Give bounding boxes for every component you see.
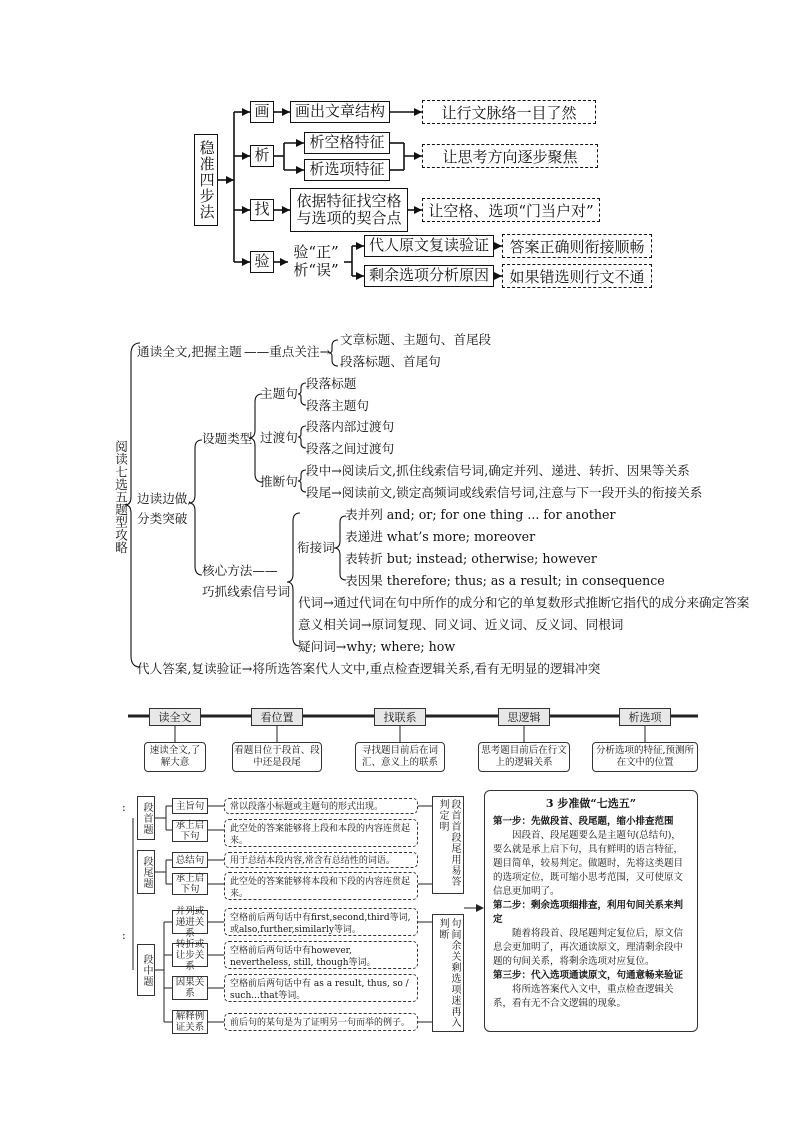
d1-hua-action: [290, 101, 390, 123]
d1-yan-result-a-text: 答案正确则衔接顺畅: [509, 237, 645, 256]
d2-infer-item2: 段尾→阅读前文,锁定高频词或线索信号词,注意与下一段开头的衔接关系: [306, 485, 703, 500]
d3-mid-label: 段中题: [141, 953, 152, 987]
d3-head-r2-label-box: [172, 820, 208, 842]
d3-tab-1-label: 看位置: [260, 711, 294, 724]
d3-desc-2-text: 寻找题目前后在词汇、意义上的联系: [361, 745, 438, 768]
d3-side1-text: 段首首段尾用易答判定明: [437, 799, 460, 887]
d3-desc-1: [232, 742, 322, 772]
d3-tab-1: [251, 708, 303, 726]
d1-step-yan: [250, 251, 274, 273]
d3-panel-s3-head: 第三步：代入选项通读原文，句通意畅来验证: [493, 970, 684, 981]
d2-b2-label-2: 分类突破: [137, 511, 188, 526]
d2-conj-item4: 表因果 therefore; thus; as a result; in consequence: [345, 573, 665, 588]
d3-side1-box: [432, 796, 464, 894]
d3-head-r2-desc: [224, 819, 418, 847]
d3-mid-r4-label: 解释例证关系: [175, 1011, 205, 1033]
d3-mid-label-box: [137, 944, 155, 996]
d3-head-r1-desc: [224, 798, 418, 814]
d3-mid-r1-label: 并列或递进关系: [175, 905, 205, 939]
d3-mid-r2-label: 转折或让步关系: [175, 938, 205, 972]
d2-conj-label: 衔接词: [297, 540, 335, 555]
d2-pronoun: 代词→通过代词在句中所作的成分和它的单复数形式推断它指代的成分来确定答案: [298, 595, 750, 610]
d1-zhao-action: [290, 188, 408, 232]
d3-head-r1-label: 主旨句: [175, 800, 205, 812]
d1-step-zhao: [250, 199, 274, 221]
d1-yan-sub-line2: 析“误”: [293, 261, 339, 279]
d3-mid-r3-label-box: [172, 976, 208, 1000]
d3-tab-2-label: 找联系: [383, 711, 417, 724]
d3-tab-0-label: 读全文: [158, 711, 192, 724]
d3-tail-r1-label: 总结句: [175, 854, 205, 866]
d2-question: 疑问词→why; where; how: [298, 639, 456, 654]
d1-zhao-action-line1: 依据特征找空格: [296, 191, 402, 210]
d1-zhao-result: [422, 198, 600, 222]
d1-yan-result-b-text: 如果错选则行文不通: [509, 267, 645, 286]
d3-tail-r1-label-box: [172, 852, 208, 868]
d3-side2-box: [432, 914, 464, 1032]
d1-hua-result: [422, 100, 596, 124]
d2-topic-label: 主题句: [260, 386, 298, 401]
d3-tail-r1-desc-text: 用于总结本段内容,常含有总结性的词语。: [230, 856, 395, 866]
d3-tail-r1-desc: [224, 852, 418, 868]
d3-mid-r4-desc: [224, 1013, 418, 1031]
d3-desc-0: [144, 742, 206, 772]
d3-mid-r3-desc: [224, 974, 418, 1002]
d1-step-zhao-key: 找: [254, 200, 270, 219]
d3-mid-r2-desc-text: 空格前后两句话中有however, nevertheless, still, though等词。: [230, 946, 376, 968]
d2-types-label: 设题类型: [202, 431, 253, 446]
d2-conj-item2: 表递进 what’s more; moreover: [345, 529, 536, 544]
d3-left-mark-1: :: [122, 929, 126, 942]
d3-head-r1-label-box: [172, 798, 208, 814]
d3-panel-s3-body: 将所选答案代入文中，重点检查逻辑关系，看有无不合文逻辑的现象。: [493, 984, 674, 1009]
d2-b1-label: 通读全文,把握主题: [137, 344, 242, 359]
d2-infer-label: 推断句: [260, 474, 298, 489]
d1-yan-result-b: [502, 264, 652, 288]
d1-hua-action-text: 画出文章结构: [294, 102, 385, 121]
d3-tab-3-label: 思逻辑: [507, 711, 541, 724]
d2-topic-item2: 段落主题句: [306, 398, 369, 413]
d1-yan-sub-line1: 验“正”: [293, 243, 339, 261]
d3-mid-r1-desc-text: 空格前后两句话中有first,second,third等词,或also,further,similarly等词。: [230, 913, 411, 935]
d1-yan-action-b: [364, 265, 494, 287]
d2-root: 阅读七选五题型攻略: [113, 440, 128, 554]
d2-conj-item3: 表转折 but; instead; otherwise; however: [345, 551, 597, 566]
d2-synonym: 意义相关词→原词复现、同义词、近义词、反义词、同根词: [298, 617, 624, 632]
d2-trans-label: 过渡句: [260, 430, 298, 445]
d3-desc-4: [592, 742, 698, 772]
d3-tab-2: [374, 708, 426, 726]
d3-panel-title: 3 步准做“七选五”: [545, 797, 637, 810]
d3-side2-text: 句间余关剩选项迷再入判断: [437, 918, 460, 1028]
d3-head-r2-desc-text: 此空处的答案能够将上段和本段的内容连贯起来。: [230, 824, 411, 846]
d1-yan-action-a-text: 代人原文复读验证: [368, 236, 489, 255]
d2-b1-connector: ——重点关注→: [244, 344, 331, 359]
d3-mid-r3-label: 因果关系: [175, 977, 205, 999]
d3-tab-0: [149, 708, 201, 726]
d1-step-yan-key: 验: [254, 252, 270, 271]
d3-mid-r4-label-box: [172, 1010, 208, 1034]
d3-mid-r4-desc-text: 前后句的某句是为了证明另一句而举的例子。: [230, 1018, 411, 1028]
d3-tail-r2-desc: [224, 872, 418, 900]
d1-xi-result: [422, 144, 598, 168]
d1-root-label: 稳准四步法: [197, 140, 216, 220]
d1-step-xi: [250, 145, 274, 167]
d1-yan-result-a: [502, 234, 652, 258]
d3-mid-r1-desc: [224, 908, 418, 936]
d2-conj-item1: 表并列 and; or; for one thing ... for another: [345, 507, 616, 522]
d1-zhao-action-line2: 与选项的契合点: [296, 209, 402, 227]
d2-topic-item1: 段落标题: [306, 376, 357, 391]
d3-tab-3: [498, 708, 550, 726]
d3-mid-r2-label-box: [172, 938, 208, 972]
d3-head-r2-label: 承上启下句: [175, 820, 205, 842]
d2-b1-item1: 文章标题、主题句、首尾段: [340, 332, 492, 347]
d2-b1-item2: 段落标题、首尾句: [340, 354, 441, 369]
d2-core-sub: 巧抓线索信号词: [202, 584, 291, 599]
d3-panel-s2-body: 随着将段首、段尾题判定复位后，原文信息会更加明了，再次通读原文，理清剩余段中题的句间关系，将剩余选项对应复位。: [493, 928, 684, 967]
d3-tail-label-box: [137, 850, 155, 894]
d3-desc-1-text: 看题目位于段首、段中还是段尾: [234, 745, 320, 768]
d3-panel-s1-body: 因段首、段尾题要么是主题句(总结句)，要么就是承上启下句，具有鲜明的语言特征，题目简单，较易判定。做题时，先将这类题目的选项定位，既可缩小思考范围，又可使原文信息更加明了。: [493, 830, 684, 897]
d1-step-hua-key: 画: [254, 102, 270, 121]
d1-step-xi-key: 析: [254, 146, 270, 165]
d3-tab-4-label: 析选项: [628, 711, 662, 724]
d2-core-label: 核心方法——: [202, 563, 278, 578]
d3-desc-0-text: 速读全文,了解大意: [149, 745, 201, 768]
d3-desc-2: [355, 742, 445, 772]
d3-panel-s2-head: 第二步：剩余选项细排查，利用句间关系来判定: [493, 900, 684, 925]
d3-tail-r2-label: 承上启下句: [175, 873, 205, 895]
d3-panel-s1-head: 第一步：先做段首、段尾题，缩小排查范围: [493, 816, 674, 827]
d1-yan-action-a: [364, 235, 494, 257]
d1-root-box: [194, 134, 218, 226]
d1-zhao-result-text: 让空格、选项“门当户对”: [428, 201, 594, 220]
d1-xi-action-b-text: 析选项特征: [309, 160, 385, 179]
d3-left-mark-0: :: [122, 801, 126, 814]
d3-tail-r2-label-box: [172, 873, 208, 895]
d2-b3: 代人答案,复读验证→将所选答案代人文中,重点检查逻辑关系,看有无明显的逻辑冲突: [137, 661, 601, 676]
d3-tail-r2-desc-text: 此空处的答案能够将本段和下段的内容连贯起来。: [230, 877, 411, 899]
d1-xi-action-b: [304, 159, 390, 181]
d1-xi-action-a: [304, 132, 390, 154]
d2-infer-item1: 段中→阅读后文,抓住线索信号词,确定并列、递进、转折、因果等关系: [306, 463, 690, 478]
d3-panel: [484, 790, 698, 1032]
d3-head-r1-desc-text: 常以段落小标题或主题句的形式出现。: [230, 802, 384, 812]
d3-mid-r2-desc: [224, 941, 418, 969]
d2-trans-item1: 段落内部过渡句: [306, 419, 395, 434]
d1-yan-sub: [288, 243, 344, 279]
d1-hua-result-text: 让行文脉络一目了然: [441, 103, 577, 122]
d1-yan-action-b-text: 剩余选项分析原因: [368, 266, 489, 285]
d3-tail-label: 段尾题: [141, 855, 152, 889]
d3-head-label-box: [137, 796, 155, 840]
d3-desc-3: [478, 742, 570, 772]
d3-desc-4-text: 分析选项的特征,预测所在文中的位置: [595, 745, 695, 768]
d1-xi-result-text: 让思考方向逐步聚焦: [442, 147, 578, 166]
d3-desc-3-text: 思考题目前后在行文上的逻辑关系: [481, 745, 567, 768]
d2-b2-label-1: 边读边做,: [137, 491, 192, 506]
d2-trans-item2: 段落之间过渡句: [306, 441, 395, 456]
d3-head-label: 段首题: [141, 801, 152, 835]
d1-xi-action-a-text: 析空格特征: [309, 133, 385, 152]
d1-step-hua: [250, 101, 274, 123]
d3-mid-r1-label-box: [172, 905, 208, 939]
d3-mid-r3-desc-text: 空格前后两句话中有 as a result, thus, so / such...that等词。: [230, 979, 409, 1001]
d3-tab-4: [619, 708, 671, 726]
